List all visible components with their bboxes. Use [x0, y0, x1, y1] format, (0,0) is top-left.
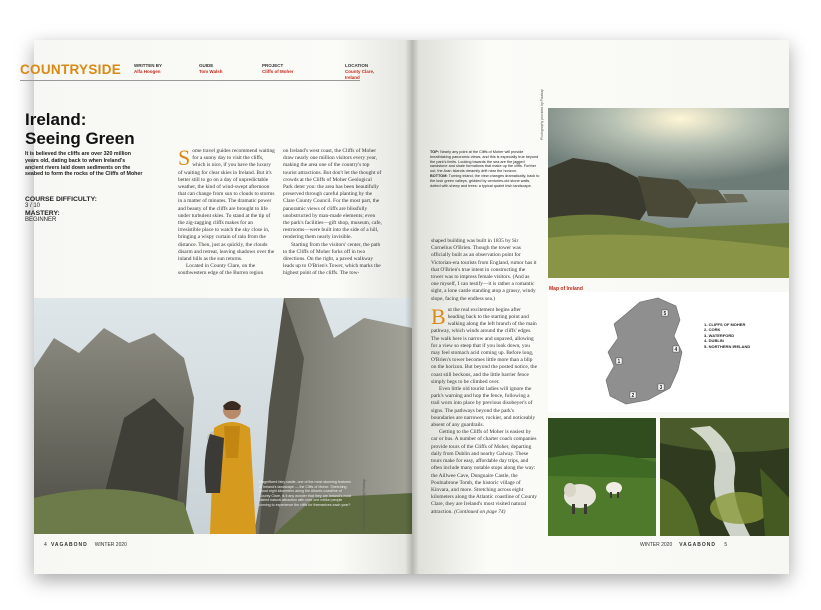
legend-item: 5- NORTHERN IRELAND	[704, 343, 751, 349]
mastery-label: MASTERY:	[25, 210, 60, 217]
photo-captions	[430, 150, 540, 188]
caption-bottom: Turning inland, the view changes dramatically, back to the lush green valleys, gridded by centuries-old stone walls, dotted with sheep and trees: a typical quaint Irish landscape.	[430, 173, 540, 188]
legend-item: 2- CORK	[704, 327, 721, 333]
continued-note: (Continued on page 74)	[454, 508, 506, 515]
meta-location	[345, 63, 390, 81]
article-deck: It is believed the cliffs are over 320 million years old, dating back to when Ireland's ancient rivers laid down sediments on the seabed to form the rocks of the Cliffs of Moher	[25, 151, 143, 178]
brand-name: VAGABOND	[50, 542, 88, 548]
left-folio	[44, 542, 127, 548]
caption-top: Nearly any point at the Cliffs of Moher will provide breathtaking panoramic views, and this is especially true beyond the park's limits. Looking towards the sea are the jagged sandstone and shale formations that make up the cliffs. Further out, the Aran Islands dreamily drift near the horizon.	[430, 150, 539, 174]
article-title	[25, 110, 135, 148]
meta-key: GUIDE	[199, 63, 214, 68]
issue: WINTER 2020	[640, 542, 673, 548]
drop-cap: S	[178, 148, 191, 170]
hiker-canyon-photo	[34, 298, 412, 534]
map-panel	[548, 292, 789, 412]
photo-credit-left: Photography provided by Pixabay	[362, 479, 366, 530]
cliffs-photo	[548, 108, 789, 278]
legend-item: 4- DUBLIN	[704, 338, 724, 344]
drop-cap: B	[431, 303, 446, 329]
spine-shadow	[405, 40, 419, 574]
meta-value: Alfa Hoogen	[134, 69, 161, 74]
paragraph: ome travel guides recommend waiting for a sunny day to visit the cliffs, which is nice, if you have the luxury of waiting for clear skies in Ireland. But it's better still to go on a day of unpredictable weather, the kind of wind-swept afternoon that can change from sun to clouds to storms in a matter of minutes. The dramatic power and beauty of the cliffs are brought to life under turbulent skies. To stand at the tip of the zig-zagging cliffs makes for an irresistible place to watch the sky close in, bringing a wispy curtain of rain from the distance. Then, just as quickly, the clouds disarm and retreat, leaving shadows over the inland hills as the sun returns.	[178, 148, 275, 263]
issue: WINTER 2020	[94, 542, 127, 548]
map-marker-2: 2	[631, 393, 635, 399]
legend-item: 3- WATERFORD	[704, 332, 735, 338]
difficulty-label: COURSE DIFFICULTY:	[25, 196, 97, 203]
right-folio	[640, 542, 727, 548]
cliffs-illustration	[548, 108, 789, 278]
meta-value: Cliffs of Moher	[262, 69, 294, 74]
map-title: Map of Ireland	[549, 286, 583, 292]
sheep-photo	[548, 418, 656, 536]
course-info	[25, 196, 97, 224]
legend-item: 1- CLIFFS OF MOHER	[704, 322, 746, 327]
paragraph: ut the real excitement begins after heading back to the starting point and walking along the left branch of the main pathway, which winds around the cliffs' edges. The walk here is narrow and unpaved, allowing for a view so steep that if you look down, you may feel stomach acid coming up. Before long, O'Brien's tower becomes little more than a blip on the horizon. But beyond the posted notice, the coast still beckons, and the little barrier fence simply begs to be climbed over.	[431, 306, 537, 385]
map-marker-1: 1	[617, 359, 621, 365]
sheep-illustration	[548, 418, 656, 536]
meta-value: Tom Walsh	[199, 69, 223, 74]
body-column-2	[283, 148, 383, 298]
meta-key: PROJECT	[262, 63, 284, 68]
meta-guide	[199, 63, 223, 75]
meta-key: WRITTEN BY	[134, 63, 162, 68]
ireland-map	[548, 292, 789, 412]
map-marker-4: 4	[674, 347, 678, 353]
difficulty-value: 3 / 10	[25, 203, 41, 209]
header-rule	[20, 80, 360, 81]
paragraph: Located in County Clare, on the southwestern edge of the Burren region	[178, 263, 264, 277]
section-title: COUNTRYSIDE	[20, 62, 122, 77]
canyon-illustration	[34, 298, 412, 534]
map-legend	[704, 322, 750, 349]
paragraph: Even little old tourist ladies will ignore the park's warning and hop the fence, following a trail worn into place by previous disobeyer's of signs. The pathways beyond the park's boundaries are narrower, rockier, and noticeably absent of any guardrails.	[431, 386, 536, 429]
body-column-1	[178, 148, 276, 298]
brand-name: VAGABOND	[679, 542, 716, 548]
mastery-value: BEGINNER	[25, 217, 57, 223]
main-photo-caption: Magnificent fairy castle, one of the most stunning features of Ireland's landscape — the Cliffs of Moher. Stretching about eight kilometers along the Atlantic coastline of County Clare, is it any wonder that they are Ireland's most visited natural attraction with over one million people coming to experience the cliffs for themselves each year?	[259, 480, 352, 507]
map-marker-5: 5	[663, 311, 667, 317]
waterfall-illustration	[660, 418, 789, 536]
meta-key: LOCATION	[345, 63, 369, 68]
paragraph: Starting from the visitors' center, the path to the Cliffs of Moher forks off in two directions. On the right, a paved walkway leads up to O'Brien's Tower, which marks the highest point of the cliffs. The tow-	[283, 241, 381, 277]
title-line-1: Ireland:	[25, 110, 87, 129]
photo-credit-right: Photography provided by Pixabay	[540, 89, 544, 140]
page-number: 5	[724, 542, 728, 548]
body-column-3	[431, 238, 537, 538]
meta-project	[262, 63, 294, 75]
page-number: 4	[44, 542, 47, 548]
paragraph: on Ireland's west coast, the Cliffs of Moher draw nearly one million visitors every year, making the area one of the country's top tourist attractions. But don't let the thought of crowds at the Cliffs of Moher Geological Park deter you: the area has been beautifully preserved through careful planting by the Clare County Council. For the most part, the panoramic views of cliffs are blissfully unobstructed by man-made elements; even the park's facilities—gift shop, museum, cafe, restrooms—were built into the side of a hill, rendering them nearly invisible.	[283, 148, 382, 241]
map-marker-3: 3	[659, 385, 663, 391]
paragraph: shaped building was built in 1835 by Sir Cornelius O'Brien. Though the tower was officially built as an observation point for Victorian-era tourists from England, rumor has it that O'Brien's true intent in constructing the tower was to impress female visitors. (And as one myself, I can testify—it is rather a romantic sight, a lone castle standing atop a grassy, windy slope, facing the endless sea.)	[431, 238, 537, 302]
caption-label-top: TOP:	[430, 150, 440, 154]
meta-value: County Clare, Ireland	[345, 69, 375, 80]
paragraph: Getting to the Cliffs of Moher is easiest by car or bus. A number of charter coach companies provide tours of the Cliffs of Moher, departing daily from Dublin and nearby Galway. These tours make for easy, affordable day trips, and often include many notable stops along the way: the Aillwee Cave, Dunguaire Castle, the Poulnabrone Tomb, the historic village of Kinvara, and more. Stretching across eight kilometers along the Atlantic coastline of County Clare, they are Ireland's most visited natural attraction.	[431, 429, 537, 515]
title-line-2: Seeing Green	[25, 129, 135, 148]
waterfall-photo	[660, 418, 789, 536]
meta-written-by	[134, 63, 162, 75]
caption-label-bottom: BOTTOM:	[430, 173, 448, 178]
